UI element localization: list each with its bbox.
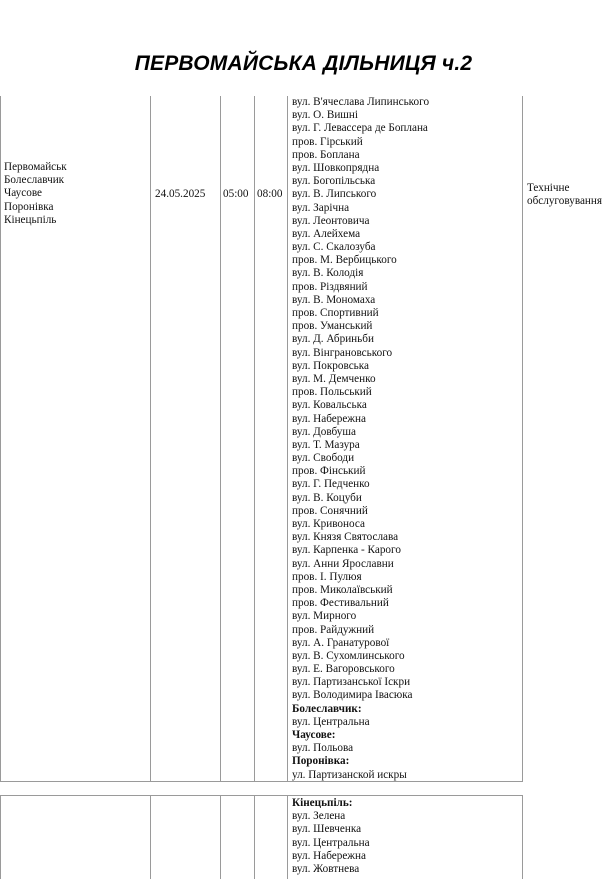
street-item: вул. В'ячеслава Липинського [292,96,430,108]
time-start-cell: 05:00 [223,188,249,200]
street-item: вул. Набережна [292,849,366,862]
time-end-cell: 08:00 [257,188,283,200]
reason-cell [527,182,602,208]
street-item: вул. Т. Мазура [292,438,360,451]
table-border [220,96,221,782]
reason-line: Технічне [527,182,570,194]
table-border [287,96,288,782]
street-list-continued [292,797,370,876]
table-border [522,96,523,782]
street-item: вул. Мирного [292,610,357,623]
settlement-heading: Кінецьпіль: [292,797,353,809]
street-item: пров. Миколаївський [292,583,393,596]
street-item: пров. Польський [292,386,372,399]
street-item: пров. Фестивальний [292,597,389,610]
settlement-name: Болеславчик [4,174,65,187]
street-item: вул. А. Гранатурової [292,636,390,649]
street-item: вул. Алейхема [292,227,361,240]
street-item: вул. Довбуша [292,425,356,438]
street-item: пров. І. Пулюя [292,570,362,583]
street-item: пров. Фінський [292,465,366,478]
street-item: вул. Свободи [292,452,355,465]
street-item: вул. Вінграновського [292,346,393,359]
street-item: вул. Володимира Івасюка [292,689,413,702]
table-border [287,795,288,879]
street-list [292,96,429,782]
street-item: вул. Шевченка [292,823,362,836]
street-item: пров. Гірський [292,135,363,148]
street-item: вул. Е. Вагоровського [292,663,395,676]
street-item: пров. Боплана [292,148,360,161]
table-border [0,96,1,782]
table-border [254,795,255,879]
street-item: вул. Д. Абриньби [292,333,374,346]
settlement-name: Первомайськ [4,161,67,173]
street-item: вул. В. Липського [292,188,377,201]
street-item: вул. Г. Левассера де Боплана [292,122,428,135]
street-item: вул. Анни Ярославни [292,557,394,570]
settlement-heading: Поронівка: [292,755,350,768]
table-border [0,781,523,782]
street-item: вул. Кривоноса [292,518,365,530]
settlement-name: Чаусове [4,187,43,200]
street-item: вул. В. Мономаха [292,293,376,306]
table-border [150,96,151,782]
street-item: пров. М. Вербицького [292,254,397,267]
settlement-heading: Чаусове: [292,729,336,741]
street-item: вул. Карпенка - Карого [292,544,401,557]
street-item: пров. Уманський [292,320,373,333]
street-item: вул. Богопільська [292,175,376,188]
street-item: вул. Центральна [292,836,370,849]
street-item: вул. Центральна [292,715,370,728]
street-item: пров. Райдужний [292,623,375,636]
street-item: вул. Зелена [292,810,346,823]
street-item: вул. Князя Святослава [292,531,399,544]
table-border [0,795,1,879]
date-cell: 24.05.2025 [155,188,206,200]
table-border [220,795,221,879]
street-item: вул. Ковальська [292,399,367,412]
street-item: ул. Партизанской искры [292,768,407,781]
street-item: вул. Набережна [292,412,366,425]
street-item: вул. В. Коцуби [292,491,362,504]
street-item: вул. О. Вишні [292,109,359,122]
street-item: вул. Шовкопрядна [292,161,380,174]
settlements-cell [4,161,67,227]
settlement-name: Кінецьпіль [4,213,57,226]
settlement-name: Поронівка [4,200,54,213]
street-item: вул. В. Колодія [292,267,364,280]
street-item: вул. Жовтнева [292,862,360,875]
settlement-heading: Болеславчик: [292,702,362,715]
street-item: вул. Г. Педченко [292,478,370,491]
street-item: пров. Різдвяний [292,280,368,293]
street-item: вул. В. Сухомлинського [292,649,405,662]
table-border [522,795,523,879]
street-item: вул. Польова [292,742,354,755]
table-border [254,96,255,782]
table-border [150,795,151,879]
reason-line: обслуговування [527,195,603,208]
page-title: ПЕРВОМАЙСЬКА ДІЛЬНИЦЯ ч.2 [134,52,473,75]
street-item: вул. Зарічна [292,201,350,214]
street-item: вул. М. Демченко [292,372,376,385]
street-item: пров. Спортивний [292,307,379,319]
street-item: вул. Партизанської Іскри [292,676,411,689]
street-item: вул. С. Скалозуба [292,241,376,254]
street-item: вул. Леонтовича [292,214,370,227]
street-item: вул. Покровська [292,359,369,372]
table-border [0,795,523,796]
street-item: пров. Сонячний [292,504,368,517]
